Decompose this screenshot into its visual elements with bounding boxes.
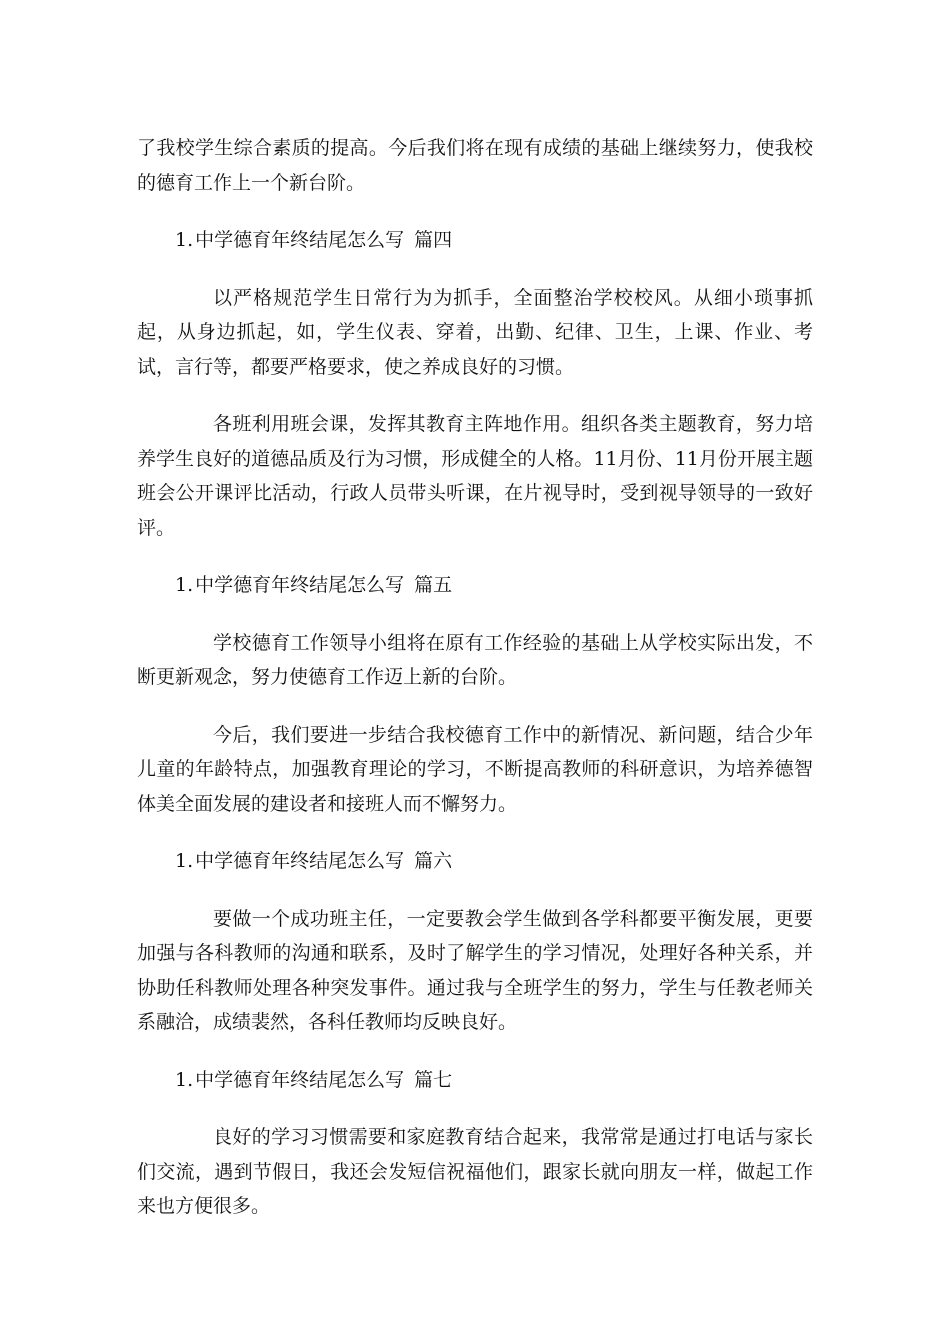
paragraph: 学校德育工作领导小组将在原有工作经验的基础上从学校实际出发，不断更新观念，努力使德育工作迈上新的台阶。 xyxy=(137,631,813,688)
paragraph: 良好的学习习惯需要和家庭教育结合起来，我常常是通过打电话与家长们交流，遇到节假日，我还会发短信祝福他们，跟家长就向朋友一样，做起工作来也方便很多。 xyxy=(137,1126,813,1217)
heading-title: 中学德育年终结尾怎么写 xyxy=(195,574,405,596)
spacer xyxy=(137,1097,813,1120)
heading-part: 篇六 xyxy=(414,850,453,872)
document-page xyxy=(137,131,813,1224)
paragraph: 以严格规范学生日常行为为抓手，全面整治学校校风。从细小琐事抓起，从身边抓起，如，学生仪表、穿着，出勤、纪律、卫生，上课、作业、考试，言行等，都要严格要求，使之养成良好的习惯。 xyxy=(137,286,813,378)
spacer xyxy=(137,821,813,844)
heading-title: 中学德育年终结尾怎么写 xyxy=(195,850,405,872)
paragraph: 今后，我们要进一步结合我校德育工作中的新情况、新问题，结合少年儿童的年龄特点，加强教育理论的学习，不断提高教师的科研意识，为培养德智体美全面发展的建设者和接班人而不懈努力。 xyxy=(137,723,813,815)
section-heading-part-6 xyxy=(137,844,813,879)
spacer xyxy=(137,695,813,718)
paragraph: 各班利用班会课，发挥其教育主阵地作用。组织各类主题教育，努力培养学生良好的道德品质及行为习惯，形成健全的人格。11月份、11月份开展主题班会公开课评比活动，行政人员带头听课，在片视导时，受到视导领导的一致好评。 xyxy=(137,413,813,539)
heading-part: 篇七 xyxy=(414,1068,453,1091)
spacer xyxy=(137,1040,813,1063)
heading-title: 中学德育年终结尾怎么写 xyxy=(195,229,405,251)
heading-part: 篇四 xyxy=(414,229,453,251)
spacer xyxy=(137,200,813,223)
paragraph-continuation: 了我校学生综合素质的提高。今后我们将在现有成绩的基础上继续努力，使我校的德育工作上一个新台阶。 xyxy=(137,137,813,194)
spacer xyxy=(137,545,813,568)
heading-part: 篇五 xyxy=(414,574,453,596)
section-heading-part-7 xyxy=(137,1063,813,1098)
section-heading-part-5 xyxy=(137,568,813,603)
spacer xyxy=(137,384,813,407)
paragraph: 要做一个成功班主任，一定要教会学生做到各学科都要平衡发展，更要加强与各科教师的沟通和联系，及时了解学生的学习情况，处理好各种关系，并协助任科教师处理各种突发事件。通过我与全班学生的努力，学生与任教老师关系融洽，成绩裴然，各科任教师均反映良好。 xyxy=(137,907,813,1033)
spacer xyxy=(137,879,813,902)
heading-title: 中学德育年终结尾怎么写 xyxy=(195,1068,405,1091)
section-heading-part-4 xyxy=(137,223,813,258)
spacer xyxy=(137,603,813,626)
heading-number: 1. xyxy=(175,574,194,596)
spacer xyxy=(137,258,813,281)
heading-number: 1. xyxy=(175,229,194,251)
heading-number: 1. xyxy=(175,1068,194,1091)
heading-number: 1. xyxy=(175,850,194,872)
